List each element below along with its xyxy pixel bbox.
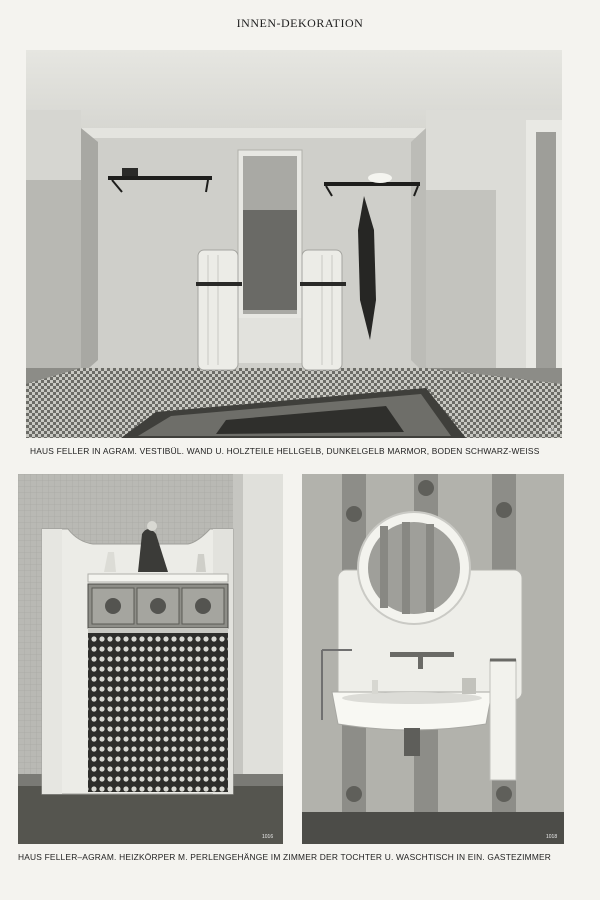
vestibule-photo [26, 50, 562, 438]
bottom-photos-caption: HAUS FELLER–AGRAM. HEIZKÖRPER M. PERLENGEHÄNGE IM ZIMMER DER TOCHTER U. WASCHTISCH IN EIN. GASTEZIMMER [18, 852, 552, 862]
svg-text:1012: 1012 [546, 428, 558, 434]
radiator-photo [18, 474, 283, 844]
washstand-photo [302, 474, 564, 844]
svg-text:1018: 1018 [546, 834, 558, 840]
top-photo-caption: HAUS FELLER IN AGRAM. VESTIBÜL. WAND U. HOLZTEILE HELLGELB, DUNKELGELB MARMOR, BODEN SCHWARZ-WEISS [30, 446, 540, 456]
svg-text:1016: 1016 [262, 834, 274, 840]
page-header: INNEN-DEKORATION [236, 16, 364, 30]
